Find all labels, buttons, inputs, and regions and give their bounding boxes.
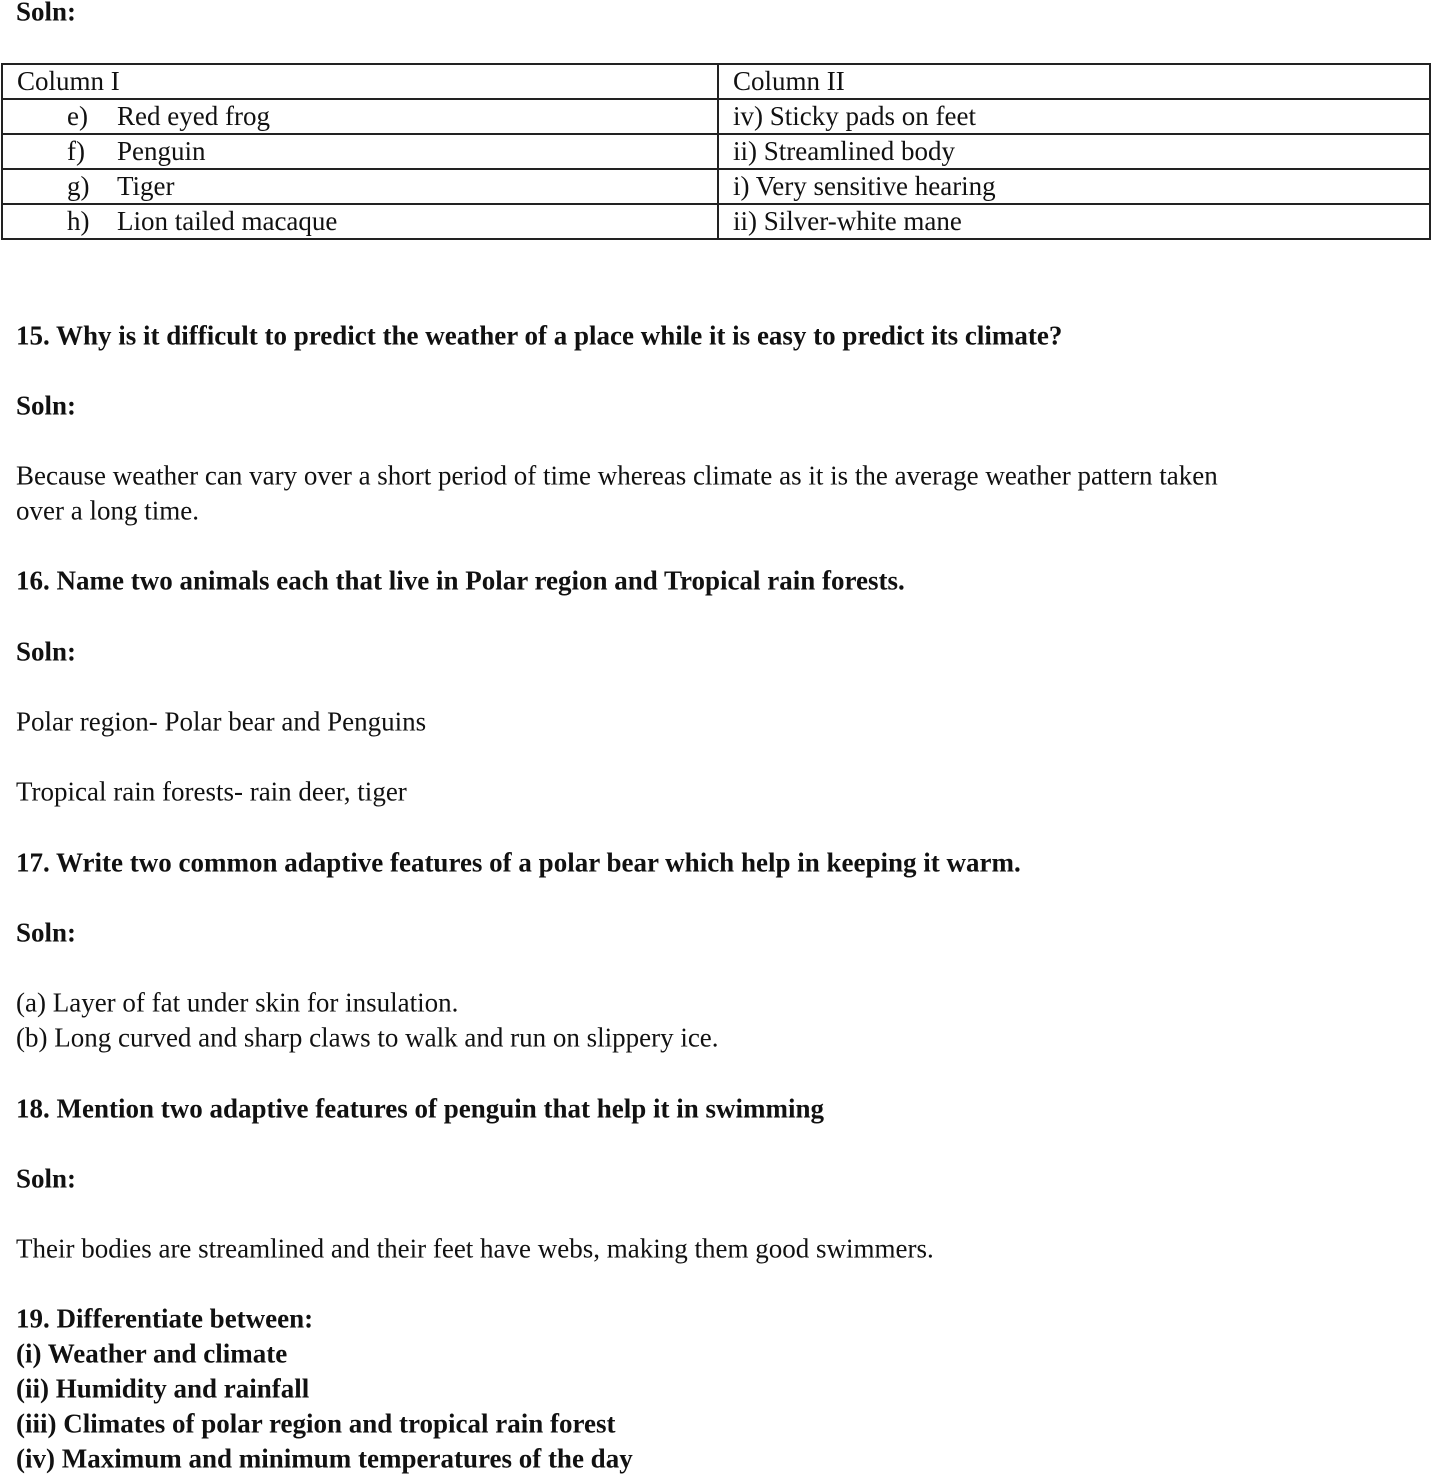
animal: Red eyed frog (117, 101, 270, 131)
soln-heading: Soln: (16, 390, 77, 421)
answer-text: Their bodies are streamlined and their feet have webs, making them good swimmers. (16, 1233, 934, 1264)
answer-text: Polar region- Polar bear and Penguins (16, 706, 427, 737)
table-row (2, 169, 1430, 204)
animal: Lion tailed macaque (117, 206, 338, 236)
question-19: 19. Differentiate between: (16, 1303, 314, 1334)
soln-heading: Soln: (16, 636, 77, 667)
feature: ii) Streamlined body (718, 134, 1430, 169)
animal: Tiger (117, 171, 175, 201)
question-19-part: (ii) Humidity and rainfall (16, 1373, 310, 1404)
row-label: g) (67, 171, 90, 201)
question-16: 16. Name two animals each that live in Polar region and Tropical rain forests. (16, 565, 905, 596)
question-15: 15. Why is it difficult to predict the weather of a place while it is easy to predict its climate? (16, 320, 1063, 351)
answer-text: Tropical rain forests- rain deer, tiger (16, 776, 407, 807)
table-header-row (2, 64, 1430, 99)
soln-heading: Soln: (16, 1163, 77, 1194)
feature: ii) Silver-white mane (718, 204, 1430, 239)
question-19-part: (iii) Climates of polar region and tropical rain forest (16, 1408, 616, 1439)
table-row (2, 134, 1430, 169)
answer-text: Because weather can vary over a short period of time whereas climate as it is the average weather pattern taken (16, 460, 1218, 491)
soln-heading: Soln: (16, 0, 77, 27)
answer-text: (b) Long curved and sharp claws to walk and run on slippery ice. (16, 1022, 719, 1053)
question-17: 17. Write two common adaptive features of a polar bear which help in keeping it warm. (16, 847, 1021, 878)
row-label: f) (67, 136, 85, 166)
table-row (2, 99, 1430, 134)
feature: iv) Sticky pads on feet (718, 99, 1430, 134)
answer-text: (a) Layer of fat under skin for insulation. (16, 987, 459, 1018)
feature: i) Very sensitive hearing (718, 169, 1430, 204)
column-header: Column II (718, 64, 1430, 99)
question-19-part: (iv) Maximum and minimum temperatures of the day (16, 1443, 633, 1474)
answer-text: over a long time. (16, 495, 199, 526)
soln-heading: Soln: (16, 917, 77, 948)
question-18: 18. Mention two adaptive features of penguin that help it in swimming (16, 1093, 825, 1124)
match-table (1, 63, 1431, 240)
row-label: h) (67, 206, 90, 236)
row-label: e) (67, 101, 88, 131)
column-header: Column I (2, 64, 718, 99)
table-row (2, 204, 1430, 239)
animal: Penguin (117, 136, 206, 166)
question-19-part: (i) Weather and climate (16, 1338, 288, 1369)
